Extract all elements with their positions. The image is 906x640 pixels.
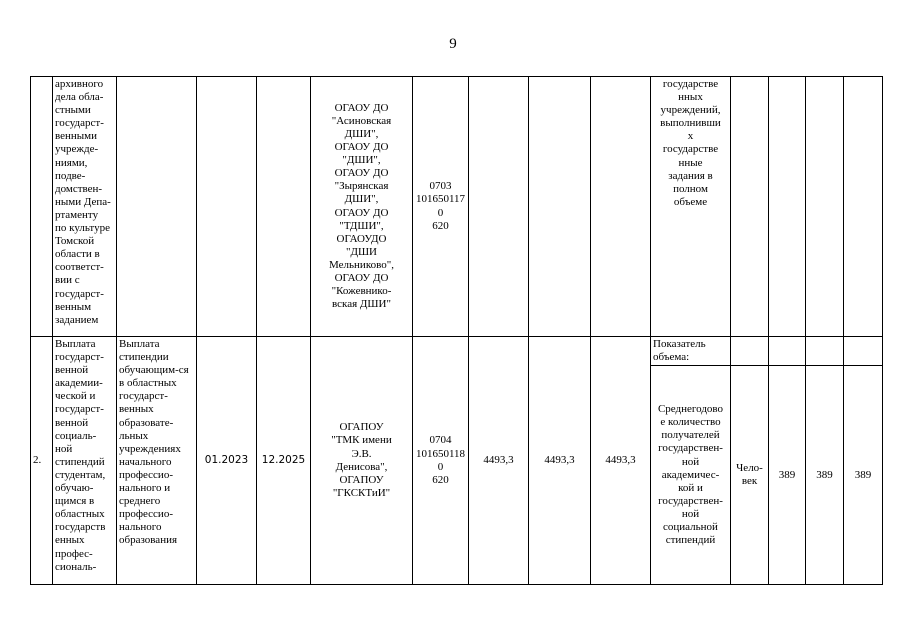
- page-number: 9: [449, 36, 457, 52]
- row1-unit-cell: [731, 77, 769, 337]
- row2-event-cell: Выплата государст- венной академии- ческой и государст- венной социаль- ной стипендий студентам, обучаю- щимся в областных государств енных профес- сиональ-: [53, 337, 117, 585]
- table-row: [31, 77, 883, 337]
- row2-unit-cell: Чело- век: [731, 366, 769, 585]
- row1-target-3-cell: [844, 77, 883, 337]
- row2-value-1-cell: 4493,3: [469, 337, 529, 585]
- table-row: [31, 337, 883, 366]
- row2-target-1-cell: 389: [769, 366, 806, 585]
- row2-indicator-header-cell: Показатель объема:: [651, 337, 731, 366]
- row1-target-2-cell: [806, 77, 844, 337]
- row2-value-2-cell: 4493,3: [529, 337, 591, 585]
- row2-target-2-cell: 389: [806, 366, 844, 585]
- row2-num-cell: 2.: [31, 337, 53, 585]
- row2-unit-header-cell: [731, 337, 769, 366]
- row1-num-cell: [31, 77, 53, 337]
- row1-event-cell: архивного дела обла- стными государст- венными учрежде- ниями, подве- домствен- ными Депа- ртаменту по культуре Томской области в соответст- вии с государст- венным заданием: [53, 77, 117, 337]
- row1-value-2-cell: [529, 77, 591, 337]
- row1-end-cell: [257, 77, 311, 337]
- row2-end-cell: 12.2025: [257, 337, 311, 585]
- row2-target-3-cell: 389: [844, 366, 883, 585]
- row2-target-3-header-cell: [844, 337, 883, 366]
- row1-indicator-cell: государстве нных учреждений, выполнивши х государстве нные задания в полном объеме: [651, 77, 731, 337]
- row1-target-1-cell: [769, 77, 806, 337]
- row2-start-cell: 01.2023: [197, 337, 257, 585]
- row1-value-3-cell: [591, 77, 651, 337]
- row2-target-2-header-cell: [806, 337, 844, 366]
- row1-start-cell: [197, 77, 257, 337]
- row2-indicator-cell: Среднегодово е количество получателей государствен- ной академичес- кой и государствен- ной социальной стипендий: [651, 366, 731, 585]
- row1-kbk-cell: 0703 1016501170 620: [413, 77, 469, 337]
- row2-result-cell: Выплата стипендии обучающим-ся в областных государст- венных образовате- льных учреждениях начального профессио- нального и среднего профессио- нального образования: [117, 337, 197, 585]
- row1-value-1-cell: [469, 77, 529, 337]
- program-table: [30, 76, 883, 585]
- row2-kbk-cell: 0704 1016501180 620: [413, 337, 469, 585]
- row1-executors-cell: ОГАОУ ДО "Асиновская ДШИ", ОГАОУ ДО "ДШИ", ОГАОУ ДО "Зырянская ДШИ", ОГАОУ ДО "ТДШИ", ОГАОУДО "ДШИ Мельниково", ОГАОУ ДО "Кожевнико- вская ДШИ": [311, 77, 413, 337]
- row2-value-3-cell: 4493,3: [591, 337, 651, 585]
- row2-executors-cell: ОГАПОУ "ТМК имени Э.В. Денисова", ОГАПОУ "ГКСКТиИ": [311, 337, 413, 585]
- row2-target-1-header-cell: [769, 337, 806, 366]
- row1-result-cell: [117, 77, 197, 337]
